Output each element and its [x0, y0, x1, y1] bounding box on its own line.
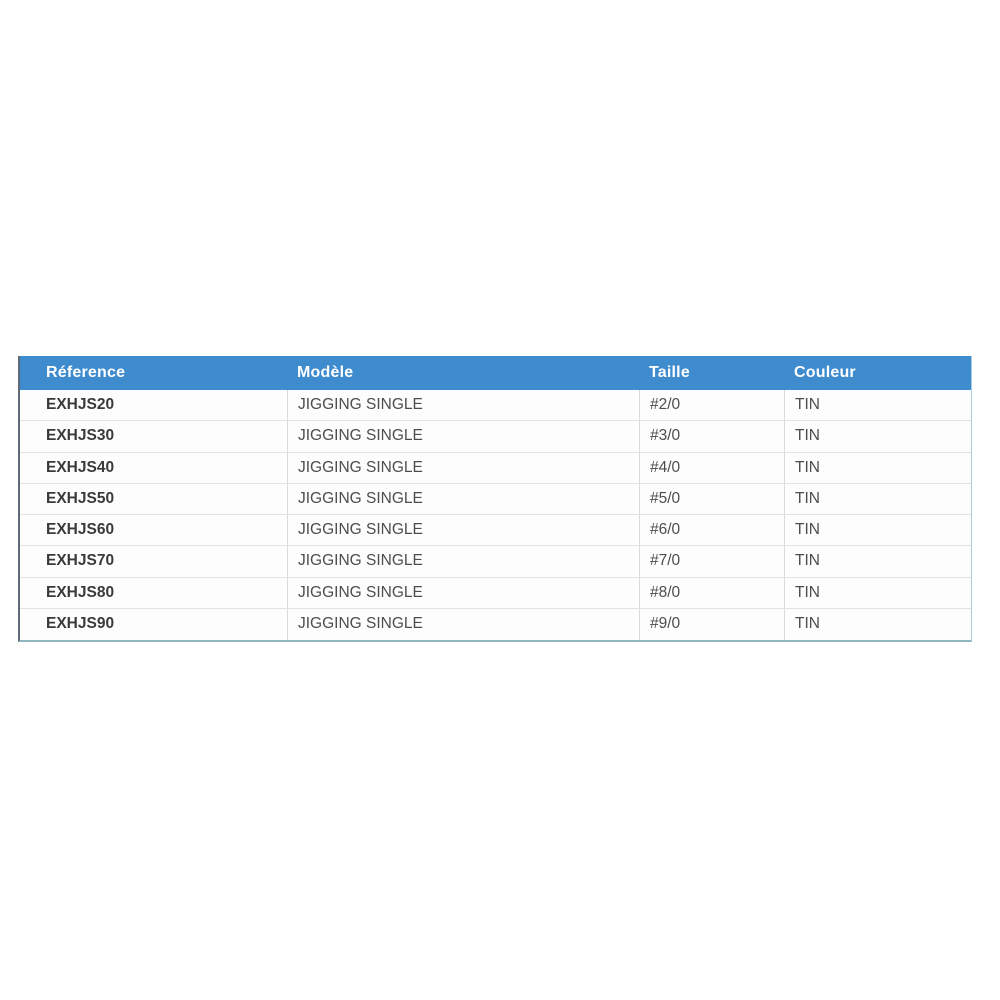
column-header-couleur: Couleur — [794, 364, 856, 381]
cell-modele: JIGGING SINGLE — [287, 578, 639, 608]
cell-modele: JIGGING SINGLE — [287, 390, 639, 420]
cell-taille: #3/0 — [639, 421, 784, 451]
cell-reference: EXHJS30 — [46, 427, 115, 445]
product-spec-table — [18, 356, 972, 642]
cell-taille: #7/0 — [639, 546, 784, 576]
cell-modele: JIGGING SINGLE — [287, 515, 639, 545]
cell-couleur: TIN — [784, 484, 971, 514]
table-row — [20, 609, 971, 640]
table-row — [20, 484, 971, 515]
table-row — [20, 578, 971, 609]
cell-taille: #2/0 — [639, 390, 784, 420]
cell-reference: EXHJS40 — [46, 458, 115, 476]
table-row — [20, 390, 971, 421]
cell-modele: JIGGING SINGLE — [287, 609, 639, 640]
cell-couleur: TIN — [784, 578, 971, 608]
cell-modele: JIGGING SINGLE — [287, 546, 639, 576]
table-row — [20, 546, 971, 577]
column-header-taille: Taille — [649, 364, 690, 381]
cell-reference: EXHJS90 — [46, 615, 115, 633]
cell-reference: EXHJS50 — [46, 489, 115, 507]
table-row — [20, 515, 971, 546]
column-header-reference: Réference — [46, 364, 126, 381]
cell-couleur: TIN — [784, 453, 971, 483]
cell-couleur: TIN — [784, 515, 971, 545]
cell-couleur: TIN — [784, 421, 971, 451]
cell-taille: #6/0 — [639, 515, 784, 545]
cell-reference: EXHJS20 — [46, 396, 115, 414]
table-body — [20, 390, 971, 640]
table-header-row — [20, 356, 971, 390]
cell-taille: #5/0 — [639, 484, 784, 514]
column-header-modele: Modèle — [297, 364, 354, 381]
cell-reference: EXHJS80 — [46, 583, 115, 601]
cell-modele: JIGGING SINGLE — [287, 484, 639, 514]
cell-modele: JIGGING SINGLE — [287, 453, 639, 483]
table-row — [20, 453, 971, 484]
cell-taille: #9/0 — [639, 609, 784, 640]
cell-modele: JIGGING SINGLE — [287, 421, 639, 451]
cell-reference: EXHJS60 — [46, 521, 115, 539]
cell-reference: EXHJS70 — [46, 552, 115, 570]
cell-taille: #8/0 — [639, 578, 784, 608]
cell-couleur: TIN — [784, 390, 971, 420]
table-row — [20, 421, 971, 452]
cell-couleur: TIN — [784, 546, 971, 576]
cell-taille: #4/0 — [639, 453, 784, 483]
cell-couleur: TIN — [784, 609, 971, 640]
